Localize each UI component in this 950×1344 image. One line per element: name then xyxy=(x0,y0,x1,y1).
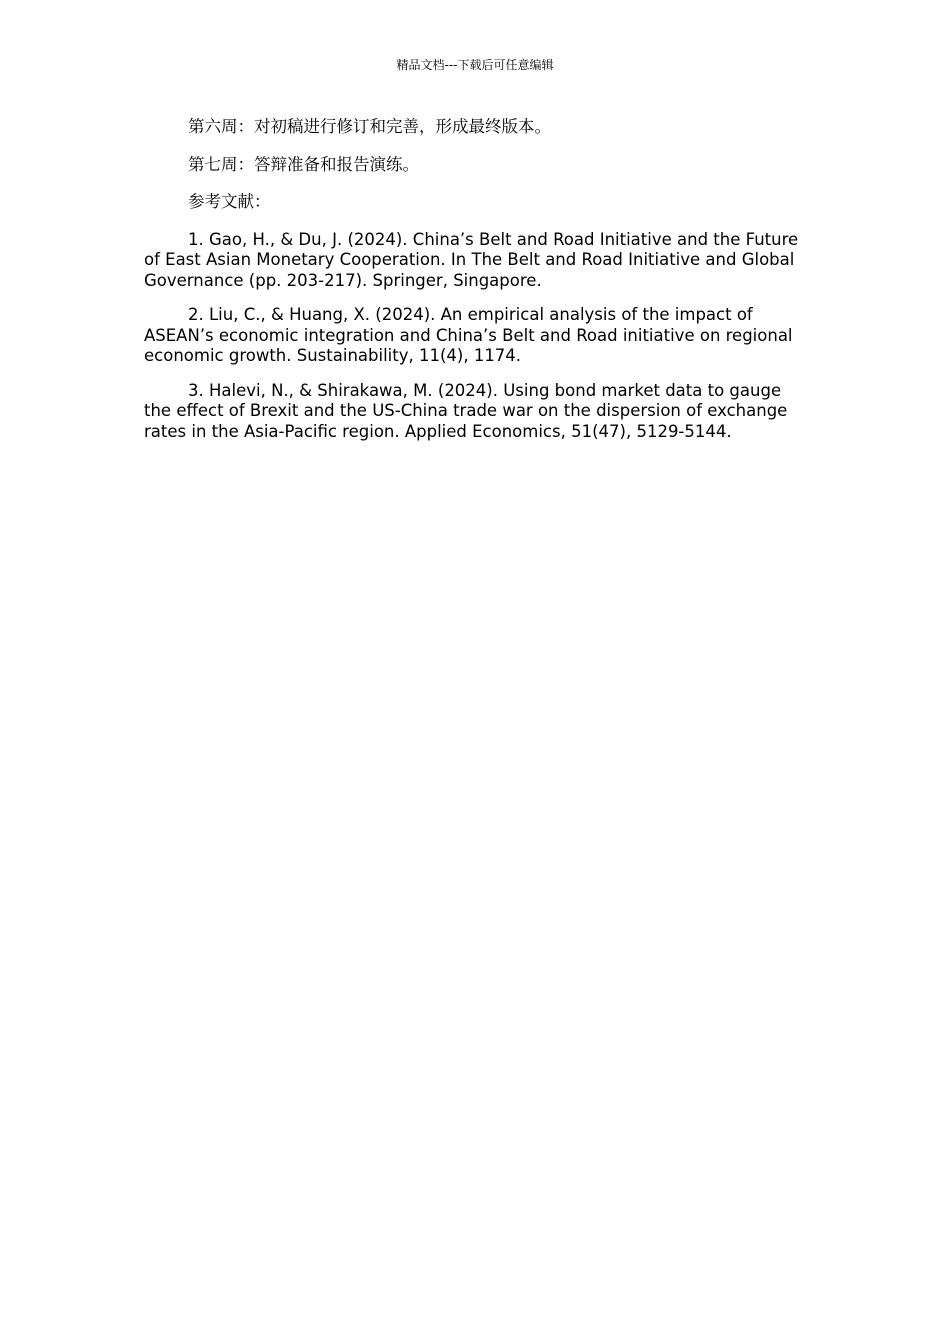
header-watermark-text: 精品文档---下载后可任意编辑 xyxy=(396,58,554,72)
references-heading: 参考文献： xyxy=(188,192,271,211)
document-body xyxy=(144,117,804,456)
reference-item-2: 2. Liu, C., & Huang, X. (2024). An empirical analysis of the impact of ASEAN’s economic integration and China’s Belt and Road initiative on regional economic growth. Sustainability, 11(4), 1174. xyxy=(144,305,793,365)
schedule-week-six: 第六周：对初稿进行修订和完善，形成最终版本。 xyxy=(188,117,551,136)
schedule-week-seven: 第七周：答辩准备和报告演练。 xyxy=(188,154,419,174)
reference-item-3: 3. Halevi, N., & Shirakawa, M. (2024). Using bond market data to gauge the effect of Brexit and the US-China trade war on the dispersion of exchange rates in the Asia-Pacific region. Applied Economics, 51(47), 5129-5144. xyxy=(144,380,788,441)
page-header xyxy=(0,57,950,73)
reference-item-1: 1. Gao, H., & Du, J. (2024). China’s Belt and Road Initiative and the Future of East Asian Monetary Cooperation. In The Belt and Road Initiative and Global Governance (pp. 203-217). Springer, Singapore. xyxy=(144,229,799,290)
